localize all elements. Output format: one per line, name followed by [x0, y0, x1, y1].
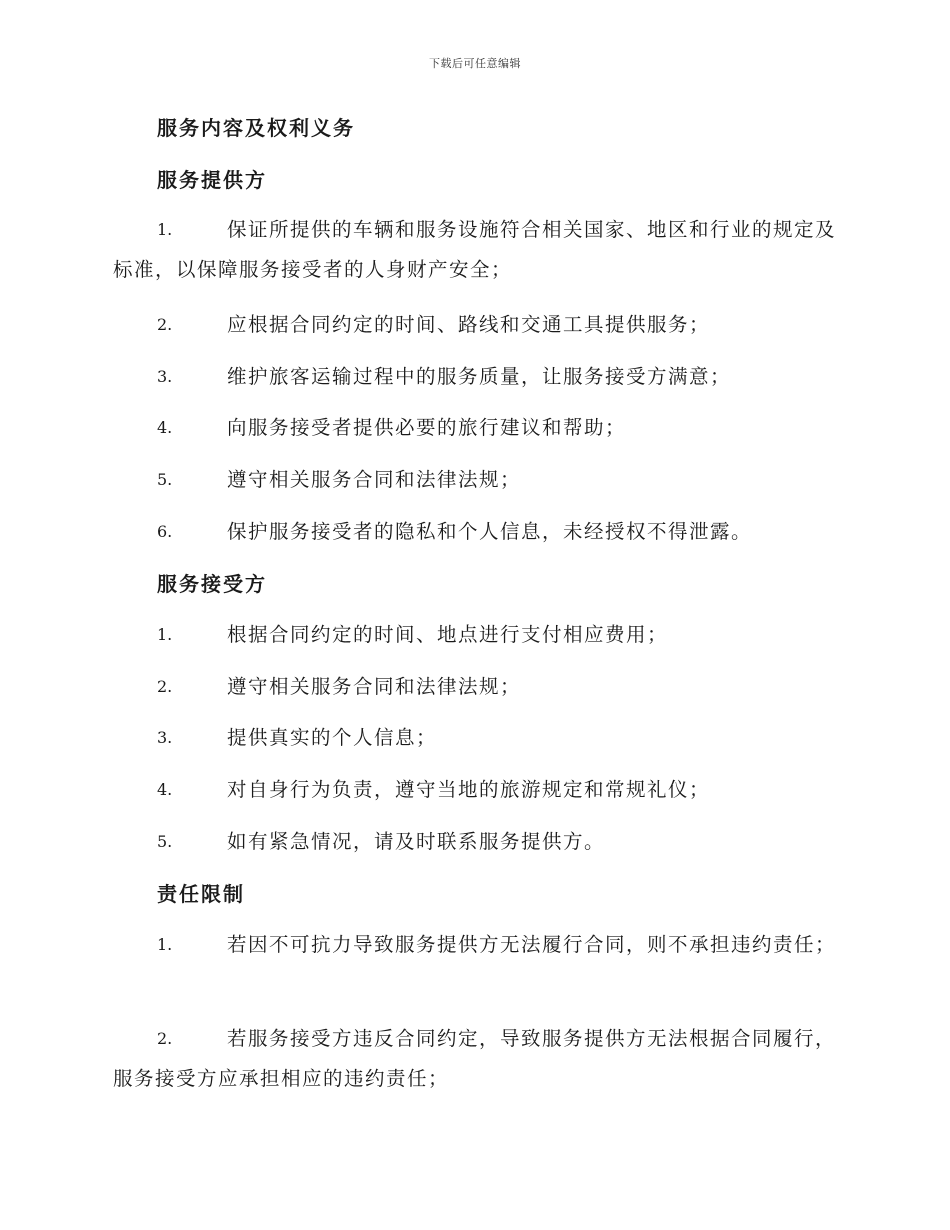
list-item-number: 5. — [157, 832, 173, 851]
list-item — [113, 210, 843, 290]
list-item-text: 若因不可抗力导致服务提供方无法履行合同，则不承担违约责任； — [227, 933, 837, 956]
list-item-number: 1. — [157, 625, 173, 644]
list-item-text: 如有紧急情况，请及时联系服务提供方。 — [227, 830, 606, 853]
list-item-text: 保证所提供的车辆和服务设施符合相关国家、地区和行业的规定及标准，以保障服务接受者的人身财产安全； — [113, 218, 837, 281]
list-item-number: 1. — [157, 935, 173, 954]
list-item — [113, 460, 843, 500]
list-item-text: 若服务接受方违反合同约定，导致服务提供方无法根据合同履行，服务接受方应承担相应的违约责任； — [113, 1027, 837, 1090]
list-item-text: 遵守相关服务合同和法律法规； — [227, 675, 522, 698]
list-item — [113, 615, 843, 655]
list-item-number: 6. — [157, 522, 173, 541]
list-item-text: 遵守相关服务合同和法律法规； — [227, 468, 522, 491]
list-item-text: 应根据合同约定的时间、路线和交通工具提供服务； — [227, 313, 711, 336]
list-item — [113, 822, 843, 862]
section-heading-provider: 服务提供方 — [157, 168, 267, 192]
list-item-number: 2. — [157, 315, 173, 334]
section-heading-receiver: 服务接受方 — [157, 572, 267, 596]
list-item-text: 维护旅客运输过程中的服务质量，让服务接受方满意； — [227, 365, 732, 388]
list-item-number: 3. — [157, 367, 173, 386]
list-item — [113, 512, 843, 552]
list-item-text: 对自身行为负责，遵守当地的旅游规定和常规礼仪； — [227, 778, 711, 801]
list-item — [113, 305, 843, 345]
list-item — [113, 718, 843, 758]
list-item — [113, 925, 843, 965]
list-item — [113, 408, 843, 448]
list-item-text: 提供真实的个人信息； — [227, 726, 438, 749]
list-item-number: 5. — [157, 470, 173, 489]
list-item-number: 2. — [157, 1029, 173, 1048]
list-item — [113, 667, 843, 707]
list-item-text: 根据合同约定的时间、地点进行支付相应费用； — [227, 623, 669, 646]
list-item-number: 1. — [157, 220, 173, 239]
list-item-number: 4. — [157, 780, 173, 799]
list-item-number: 3. — [157, 728, 173, 747]
list-item-number: 4. — [157, 418, 173, 437]
header-note: 下载后可任意编辑 — [429, 57, 521, 70]
list-item — [113, 770, 843, 810]
list-item-text: 保护服务接受者的隐私和个人信息，未经授权不得泄露。 — [227, 520, 753, 543]
list-item — [113, 1019, 843, 1099]
list-item — [113, 357, 843, 397]
section-heading-liability: 责任限制 — [157, 882, 245, 906]
list-item-text: 向服务接受者提供必要的旅行建议和帮助； — [227, 416, 627, 439]
list-item-number: 2. — [157, 677, 173, 696]
section-heading-main: 服务内容及权利义务 — [157, 116, 355, 140]
